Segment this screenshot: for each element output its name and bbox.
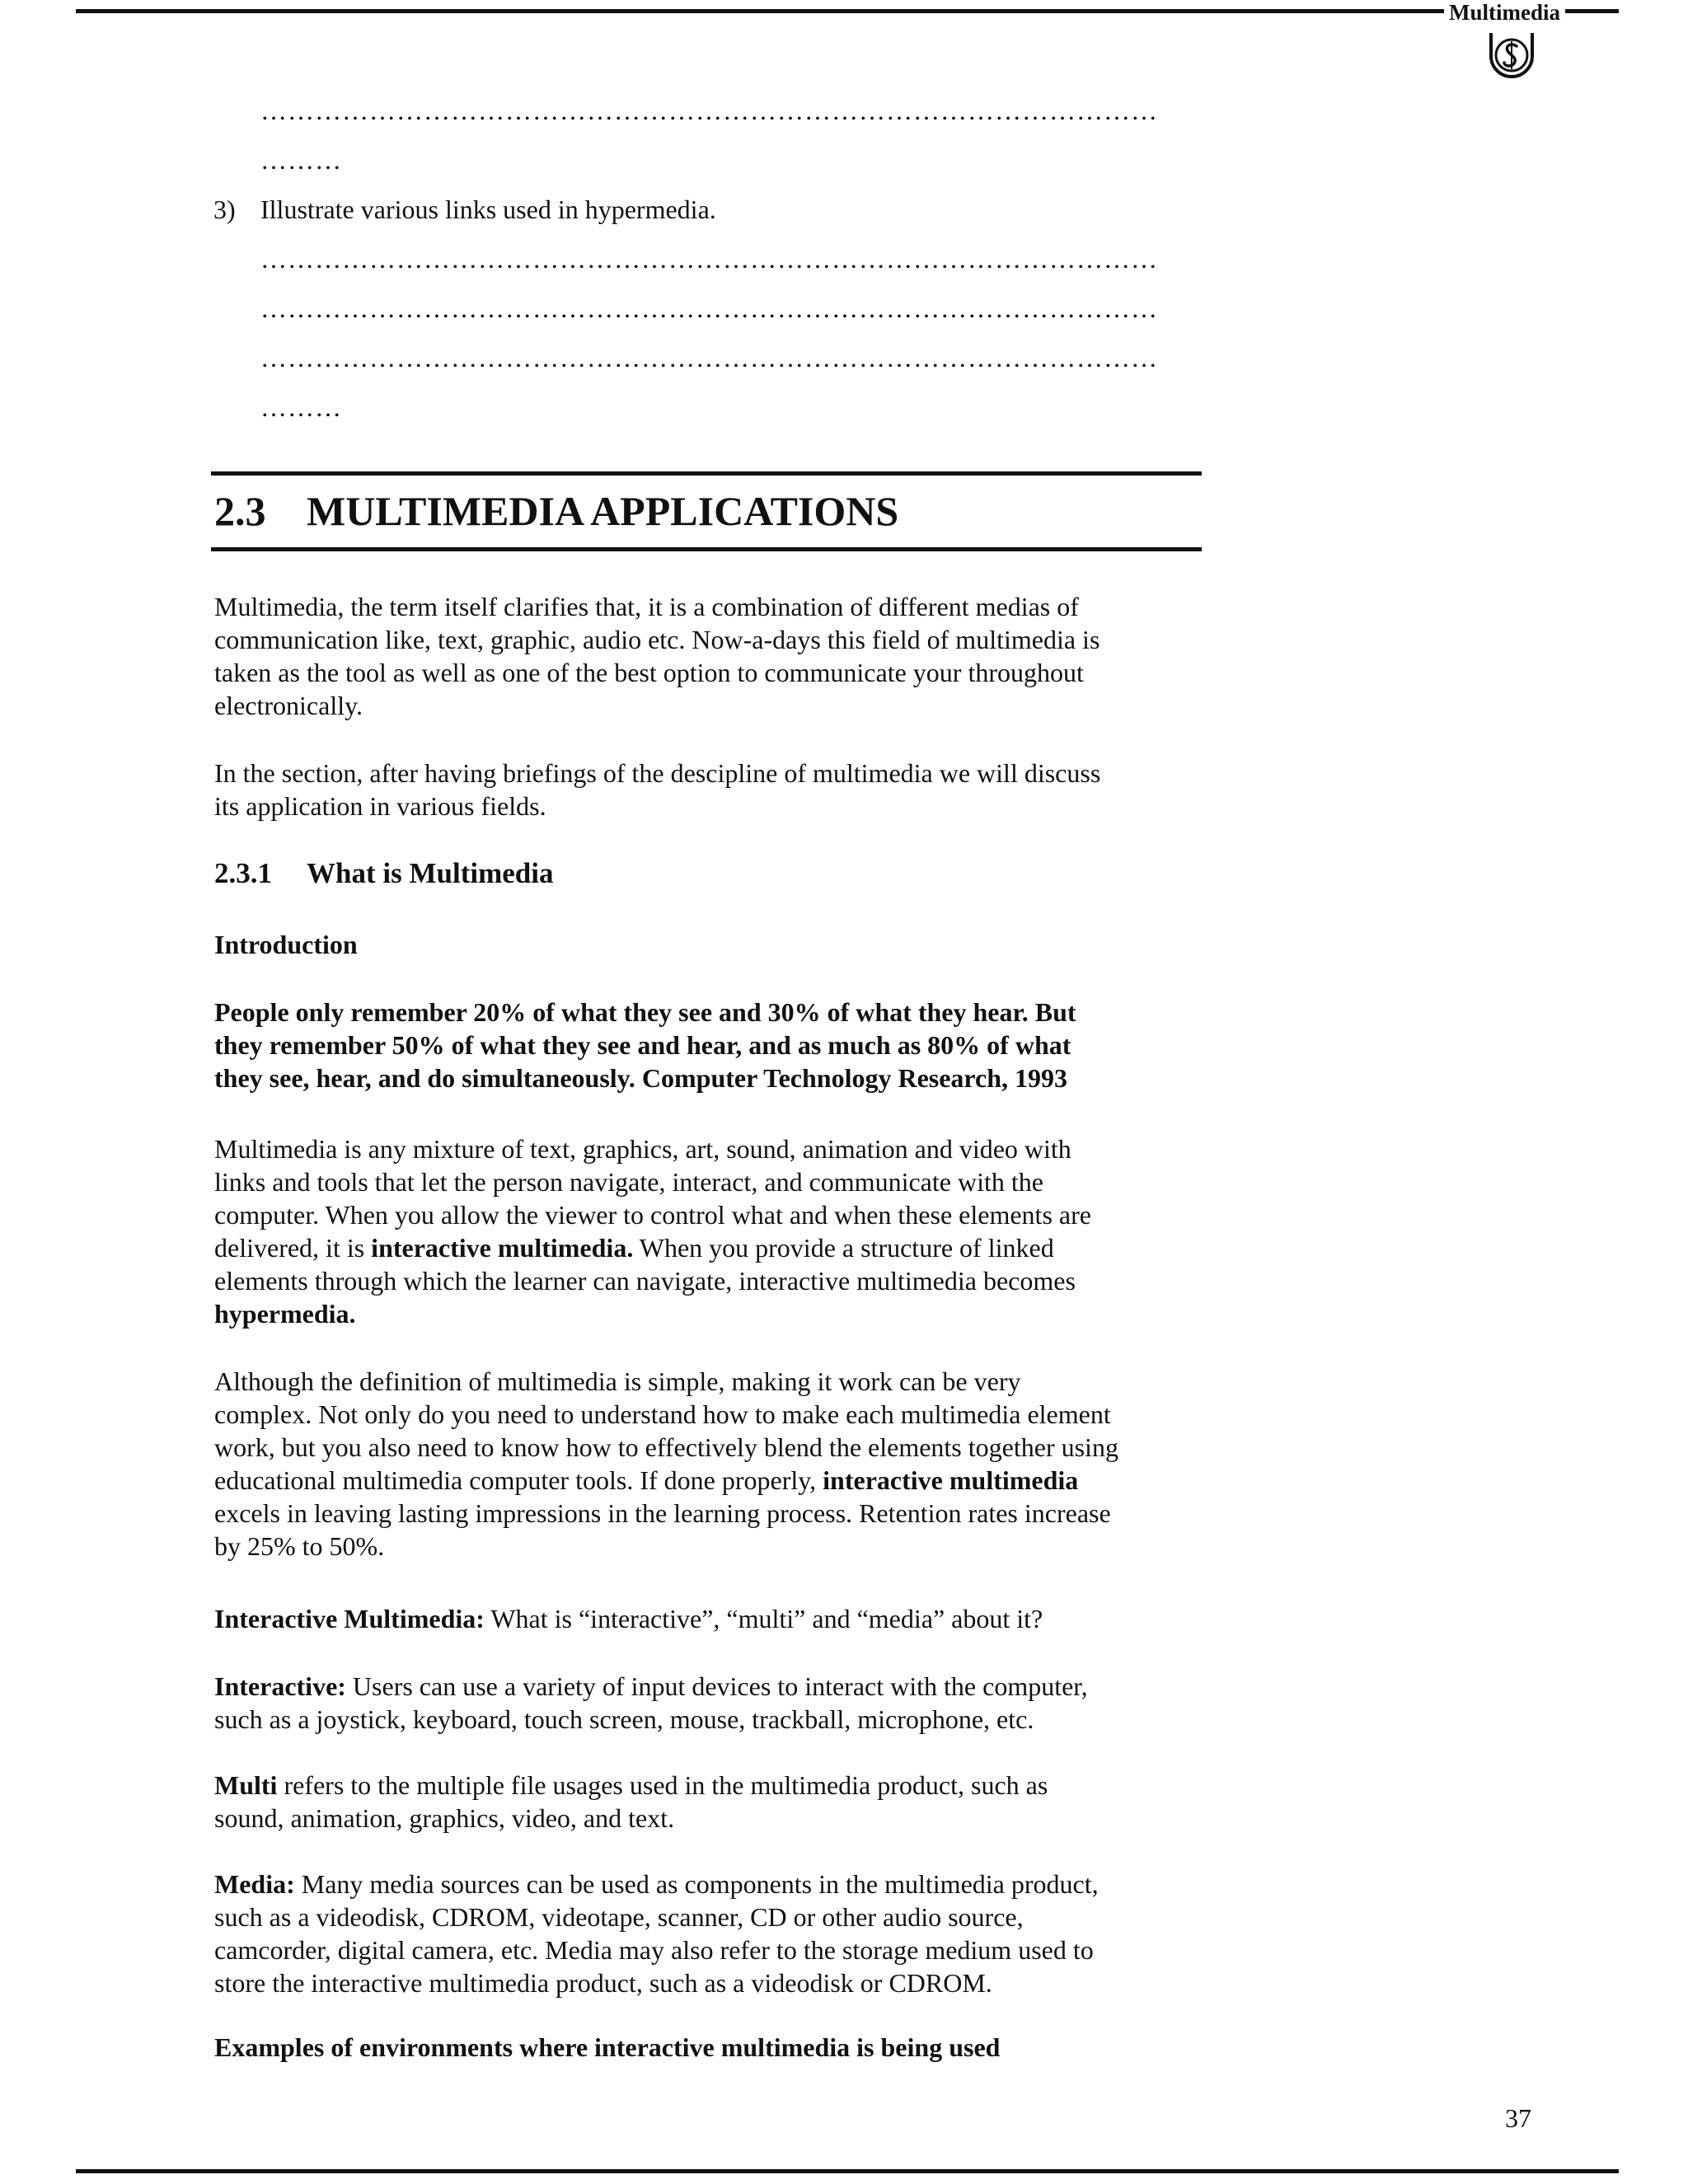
answer-line: ……………………………………………………………………………………… [260, 293, 1158, 323]
quote-line: People only remember 20% of what they see and 30% of what they hear. But [214, 997, 1076, 1027]
text-run: Many media sources can be used as components in the multimedia product, [294, 1869, 1099, 1899]
introduction-label-text: Introduction [214, 930, 358, 959]
text-run: Users can use a variety of input devices to interact with the computer, [345, 1671, 1088, 1701]
text-run: delivered, it is [214, 1233, 372, 1263]
text-run: When you provide a structure of linked [633, 1233, 1054, 1263]
text-line [214, 1464, 1203, 1497]
multi-definition [214, 1769, 1203, 1835]
section-rule-bottom [211, 547, 1202, 551]
text-run: What is “interactive”, “multi” and “media” about it? [484, 1604, 1043, 1633]
text-line: computer. When you allow the viewer to control what and when these elements are [214, 1200, 1091, 1230]
text-line: such as a videodisk, CDROM, videotape, scanner, CD or other audio source, [214, 1902, 1024, 1932]
text-line [214, 1769, 1203, 1802]
text-line [214, 1231, 1203, 1264]
text-line: work, but you also need to know how to effectively blend the elements together using [214, 1432, 1118, 1462]
intro-paragraph [214, 590, 1203, 722]
top-rule [76, 9, 1619, 13]
bold-term: hypermedia. [214, 1299, 356, 1329]
text-line: Multimedia, the term itself clarifies that, it is a combination of different medias of [214, 592, 1079, 621]
quote-line: they remember 50% of what they see and hear, and as much as 80% of what [214, 1030, 1071, 1060]
text-line: In the section, after having briefings of the descipline of multimedia we will discuss [214, 758, 1101, 788]
section-number: 2.3 [214, 488, 266, 534]
intro-paragraph [214, 757, 1203, 823]
interactive-definition [214, 1670, 1203, 1736]
text-line: such as a joystick, keyboard, touch screen, mouse, trackball, microphone, etc. [214, 1704, 1034, 1734]
interactive-multimedia-paragraph [214, 1602, 1203, 1635]
text-line: by 25% to 50%. [214, 1531, 385, 1561]
text-line [214, 1602, 1203, 1635]
term-label: Multi [214, 1770, 278, 1800]
text-line: its application in various fields. [214, 791, 546, 821]
term-label: Media: [214, 1869, 295, 1899]
question-text: Illustrate various links used in hypermedia. [260, 194, 716, 224]
text-line: store the interactive multimedia product, such as a videodisk or CDROM. [214, 1968, 992, 1998]
answer-line: ……… [260, 392, 342, 422]
university-emblem-icon [1486, 28, 1537, 79]
complexity-paragraph [214, 1365, 1203, 1563]
page-number: 37 [1505, 2103, 1531, 2133]
section-rule-top [211, 471, 1202, 476]
bold-term: interactive multimedia [823, 1465, 1079, 1495]
text-run: educational multimedia computer tools. If done properly, [214, 1465, 823, 1495]
text-line: camcorder, digital camera, etc. Media may also refer to the storage medium used to [214, 1935, 1094, 1965]
text-line: complex. Not only do you need to understand how to make each multimedia element [214, 1399, 1111, 1429]
text-line: links and tools that let the person navigate, interact, and communicate with the [214, 1167, 1043, 1197]
quote-line: they see, hear, and do simultaneously. Computer Technology Research, 1993 [214, 1063, 1068, 1093]
text-line: sound, animation, graphics, video, and text. [214, 1803, 675, 1833]
introduction-label [214, 928, 1203, 961]
text-line [214, 1868, 1203, 1900]
text-run: refers to the multiple file usages used in the multimedia product, such as [277, 1770, 1048, 1800]
running-head: Multimedia [1444, 0, 1565, 25]
answer-line: ……………………………………………………………………………………… [260, 244, 1158, 274]
text-line: taken as the tool as well as one of the best option to communicate your throughout [214, 658, 1084, 687]
examples-heading-text: Examples of environments where interactive multimedia is being used [214, 2032, 1001, 2062]
quote-paragraph [214, 996, 1203, 1094]
text-line: excels in leaving lasting impressions in the learning process. Retention rates increase [214, 1498, 1111, 1528]
text-line [214, 1670, 1203, 1703]
text-line: Multimedia is any mixture of text, graphics, art, sound, animation and video with [214, 1134, 1071, 1164]
definition-paragraph [214, 1132, 1203, 1330]
subsection-heading [214, 855, 553, 892]
media-definition [214, 1868, 1203, 1999]
text-line: communication like, text, graphic, audio etc. Now-a-days this field of multimedia is [214, 625, 1100, 654]
examples-heading [214, 2031, 1203, 2064]
answer-line: ……………………………………………………………………………………… [260, 96, 1158, 125]
answer-line: ……… [260, 145, 342, 175]
bold-term: interactive multimedia. [371, 1233, 634, 1263]
question-number: 3) [213, 194, 236, 224]
term-label: Interactive Multimedia: [214, 1604, 485, 1633]
text-line: electronically. [214, 691, 363, 720]
term-label: Interactive: [214, 1671, 346, 1701]
section-title: MULTIMEDIA APPLICATIONS [307, 488, 899, 534]
bottom-rule [76, 2169, 1619, 2173]
subsection-number: 2.3.1 [214, 857, 272, 889]
subsection-title: What is Multimedia [307, 857, 554, 889]
answer-line: ……………………………………………………………………………………… [260, 343, 1158, 373]
text-line: Although the definition of multimedia is simple, making it work can be very [214, 1366, 1021, 1396]
text-line: elements through which the learner can navigate, interactive multimedia becomes [214, 1266, 1076, 1296]
section-heading [214, 486, 898, 536]
